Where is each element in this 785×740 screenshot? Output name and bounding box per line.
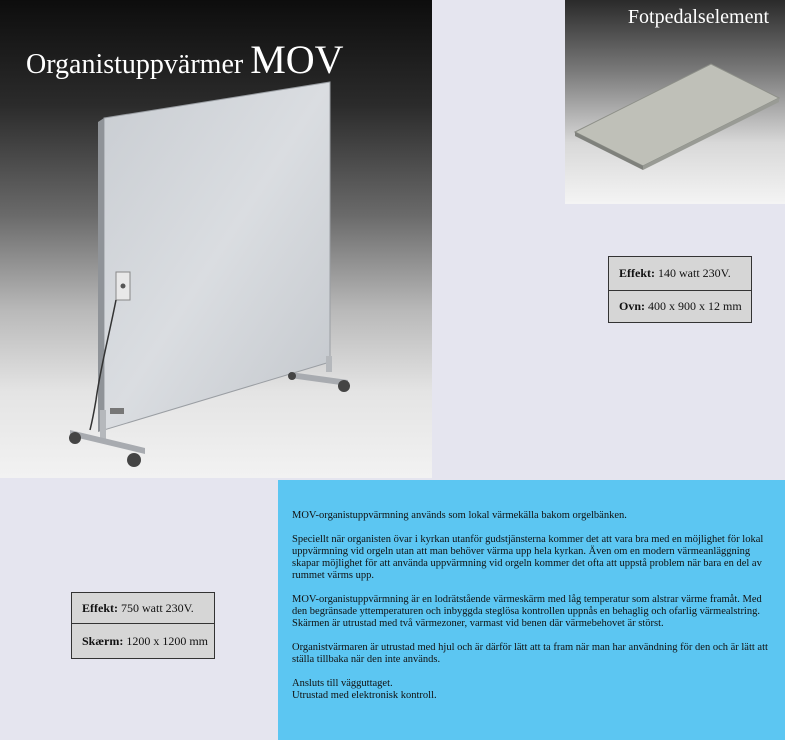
title-prefix: Organistuppvärmer	[26, 49, 244, 80]
pedal-spec-box	[608, 256, 752, 323]
screen-effekt-label: Effekt:	[82, 600, 118, 615]
pedal-size-row	[609, 290, 751, 322]
screen-size-value: 1200 x 1200 mm	[126, 633, 209, 648]
title-model: MOV	[250, 37, 344, 82]
pedal-size-label: Ovn:	[619, 299, 646, 313]
screen-size-label: Skærm:	[82, 633, 124, 648]
pedal-effekt-row	[609, 257, 751, 290]
description-paragraph: Organistvärmaren är utrustad med hjul och är därför lätt att ta fram när man har användning för den och är lätt att ställa tillbaka när den inte används.	[292, 642, 768, 665]
description-paragraph: MOV-organistuppvärmning är en lodrätstående värmeskärm med låg temperatur som alstrar värme framåt. Med den begränsade yttemperaturen och inbyggda steglösa kontrollen uppnås en behaglig och ofarlig värmealstring. Skärmen är utrustad med två värmezoner, varmast vid benen där värmebehovet är störst.	[292, 594, 762, 629]
description-paragraph: MOV-organistuppvärmning används som lokal värmekälla bakom orgelbänken.	[292, 510, 627, 521]
page-title	[26, 36, 344, 83]
pedal-effekt-value: 140 watt 230V.	[658, 266, 731, 280]
product-description	[278, 480, 785, 740]
pedal-size-value: 400 x 900 x 12 mm	[648, 299, 742, 313]
description-paragraph: Utrustad med elektronisk kontroll.	[292, 690, 437, 701]
product-photo-mov	[0, 0, 432, 478]
screen-size-row	[72, 623, 214, 658]
description-paragraph: Speciellt när organisten övar i kyrkan utanför gudstjänsterna kommer det att vara bra med en möjlighet för lokal uppvärmning vid orgeln utan att man behöver värma upp hela kyrkan. Även om en modern värmeanläggning skapar möjlighet för att använda uppvärmning vid orgeln kommer det ofta att uppstå problem när bara en del av rummet värms upp.	[292, 534, 764, 581]
screen-effekt-row	[72, 593, 214, 623]
screen-spec-box	[71, 592, 215, 659]
pedal-title: Fotpedalselement	[627, 6, 769, 28]
product-photo-pedal	[565, 0, 785, 204]
pedal-plate-illustration	[565, 0, 785, 204]
screen-effekt-value: 750 watt 230V.	[121, 600, 194, 615]
pedal-effekt-label: Effekt:	[619, 266, 655, 280]
description-paragraph: Ansluts till vägguttaget.	[292, 678, 393, 689]
